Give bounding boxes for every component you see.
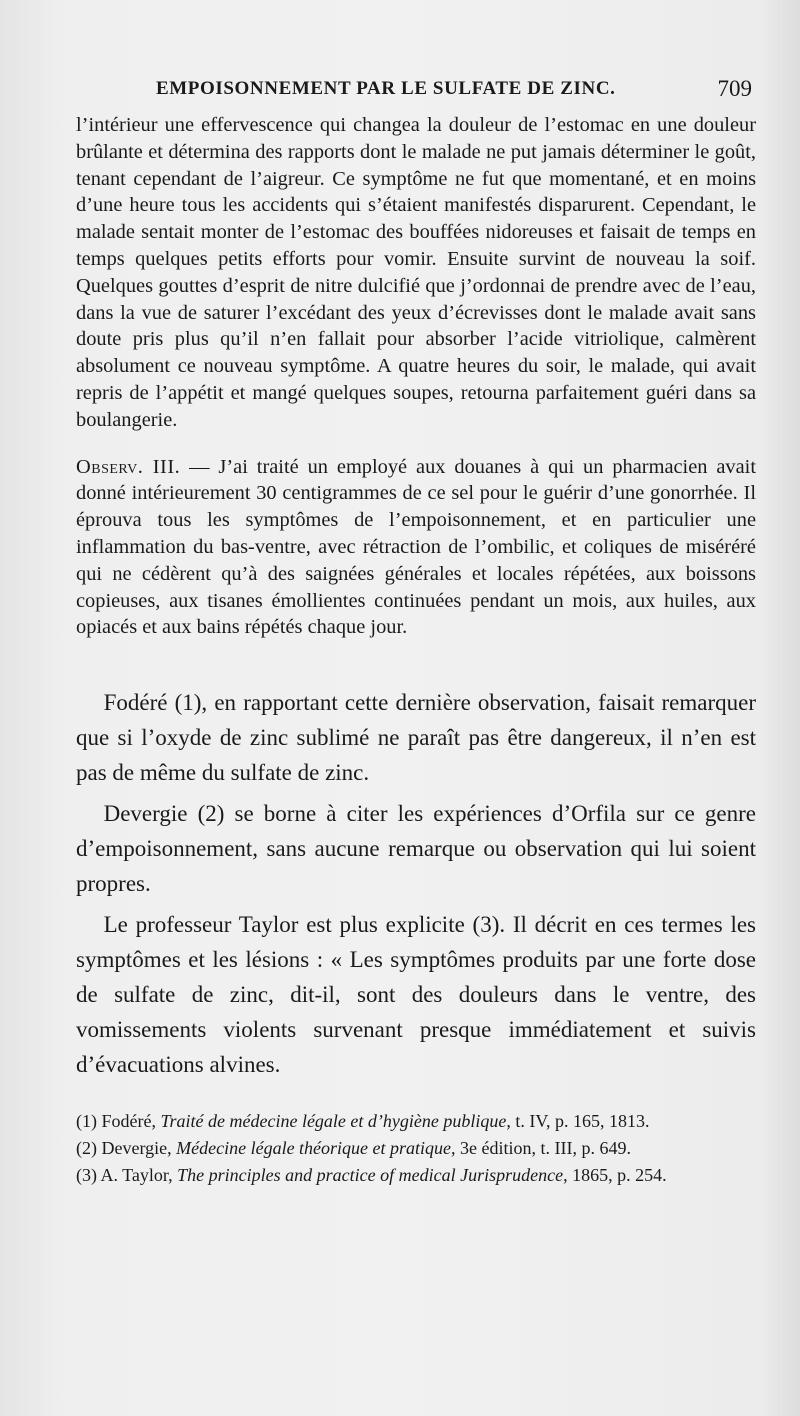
footnote-reference: , 1865, p. 254. (563, 1165, 667, 1186)
footnote-reference: , t. IV, p. 165, 1813. (506, 1111, 650, 1132)
footnote-title: The principles and practice of medical Jurisprudence (177, 1165, 564, 1186)
footnote (76, 1135, 756, 1162)
footnote-reference: , 3e édition, t. III, p. 649. (451, 1138, 631, 1159)
page-number: 709 (717, 76, 752, 101)
footnote-title: Traité de médecine légale et d’hygiène publique (160, 1111, 507, 1132)
paragraph-devergie: Devergie (2) se borne à citer les expériences d’Orfila sur ce genre d’empoisonnement, sans aucune remarque ou observation qui lui soient propres. (76, 801, 756, 897)
footnotes (76, 1108, 756, 1189)
page-header (76, 78, 756, 112)
footnote-marker: (3) A. Taylor, (76, 1165, 178, 1186)
footnote-marker: (1) Fodéré, (76, 1111, 161, 1132)
observation-paragraph (76, 454, 756, 642)
footnote-marker: (2) Devergie, (76, 1138, 177, 1159)
footnote-title: Médecine légale théorique et pratique (176, 1138, 452, 1159)
continuation-paragraph: l’intérieur une effervescence qui changea la douleur de l’estomac en une douleur brûlante et détermina des rapports dont le malade ne put jamais déterminer le goût, tenant cependant de l’aigreur. Ce symptôme ne fut que momentané, et en moins d’une heure tous les accidents qui s’étaient manifestés disparurent. Cependant, le malade sentait monter de l’estomac des bouffées nidoreuses et faisait de temps en temps quelques petits efforts pour vomir. Ensuite survint de nouveau la soif. Quelques gouttes d’esprit de nitre dulcifié que j’ordonnai de prendre avec de l’eau, dans la vue de saturer l’excédant des yeux d’écrevisses dont le malade avait sans doute pris plus qu’il n’en fallait pour absorber l’acide vitriolique, calmèrent absolument ce nouveau symptôme. A quatre heures du soir, le malade, qui avait repris de l’appétit et mangé quelques soupes, retourna parfaitement guéri dans sa boulangerie. (76, 114, 756, 431)
running-title: EMPOISONNEMENT PAR LE SULFATE DE ZINC. (156, 78, 616, 99)
text-column (76, 78, 756, 1189)
footnote (76, 1162, 756, 1189)
footnote (76, 1108, 756, 1135)
observation-text: — J’ai traité un employé aux douanes à qui un pharmacien avait donné intérieurement 30 centigrammes de ce sel pour le guérir d’une gonorrhée. Il éprouva tous les symptômes de l’empoisonnement, et en particulier une inflammation du bas-ventre, avec rétraction de l’ombilic, et coliques de miséréré qui ne cédèrent qu’à des saignées générales et locales répétées, aux boissons copieuses, aux tisanes émollientes continuées pendant un mois, aux huiles, aux opiacés et aux bains répétés chaque jour. (76, 455, 756, 639)
main-text (76, 685, 756, 1082)
paragraph-fodere: Fodéré (1), en rapportant cette dernière observation, faisait remarquer que si l’oxyde de zinc sublimé ne paraît pas être dangereux, il n’en est pas de même du sulfate de zinc. (76, 690, 756, 786)
paragraph-taylor: Le professeur Taylor est plus explicite (3). Il décrit en ces termes les symptômes et les lésions : « Les symptômes produits par une forte dose de sulfate de zinc, dit-il, sont des douleurs dans le ventre, des vomissements violents survenant presque immédiatement et suivis d’évacuations alvines. (76, 912, 756, 1078)
observation-label: Observ. III. (76, 455, 181, 478)
